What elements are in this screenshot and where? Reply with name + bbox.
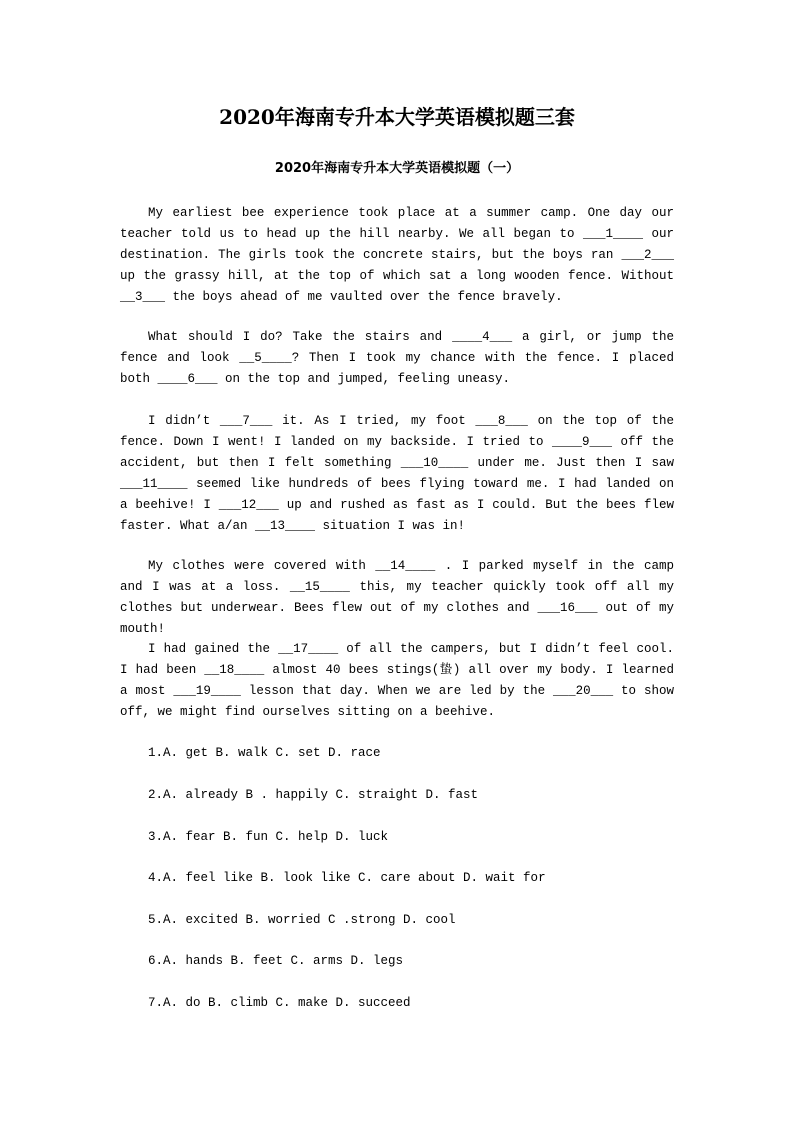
option-line-7: 7.A. do B. climb C. make D. succeed — [148, 996, 411, 1010]
passage-paragraph-4: My clothes were covered with __14____ . I parked myself in the camp and I was at a loss. __15____ this, my teacher quickly took off all my clothes but underwear. Bees flew out of my clothes and ___16___ out of my mouth! — [120, 559, 674, 636]
option-line-4: 4.A. feel like B. look like C. care about D. wait for — [148, 871, 546, 885]
option-line-3: 3.A. fear B. fun C. help D. luck — [148, 830, 389, 844]
passage-paragraph-2: What should I do? Take the stairs and ____4___ a girl, or jump the fence and look __5____? Then I took my chance with the fence. I placed both ____6___ on the top and jumped, feeling uneasy. — [120, 330, 674, 386]
option-line-5: 5.A. excited B. worried C .strong D. cool — [148, 913, 456, 927]
passage-paragraph-1: My earliest bee experience took place at a summer camp. One day our teacher told us to head up the hill nearby. We all began to ___1____ our destination. The girls took the concrete stairs, but the boys ran ___2___ up the grassy hill, at the top of which sat a long wooden fence. Without __3___ the boys ahead of me vaulted over the fence bravely. — [120, 206, 674, 304]
option-line-6: 6.A. hands B. feet C. arms D. legs — [148, 954, 404, 968]
option-line-2: 2.A. already B . happily C. straight D. fast — [148, 788, 479, 802]
option-line-1: 1.A. get B. walk C. set D. race — [148, 746, 381, 760]
document-subtitle: 2020年海南专升本大学英语模拟题（一） — [274, 161, 520, 176]
passage-paragraph-5: I had gained the __17____ of all the campers, but I didn’t feel cool. I had been __18____ almost 40 bees stings(蛰) all over my body. I learned a most ___19____ lesson that day. When we are led by the ___20___ to show off, we might find ourselves sitting on a beehive. — [120, 642, 674, 719]
passage-paragraph-3: I didn’t ___7___ it. As I tried, my foot ___8___ on the top of the fence. Down I went! I landed on my backside. I tried to ____9___ off the accident, but then I felt something ___10____ under me. Just then I saw ___11____ seemed like hundreds of bees flying toward me. I had landed on a beehive! I ___12___ up and rushed as fast as I could. But the bees flew faster. What a/an __13____ situation I was in! — [120, 414, 674, 533]
document-title: 2020年海南专升本大学英语模拟题三套 — [219, 105, 575, 129]
